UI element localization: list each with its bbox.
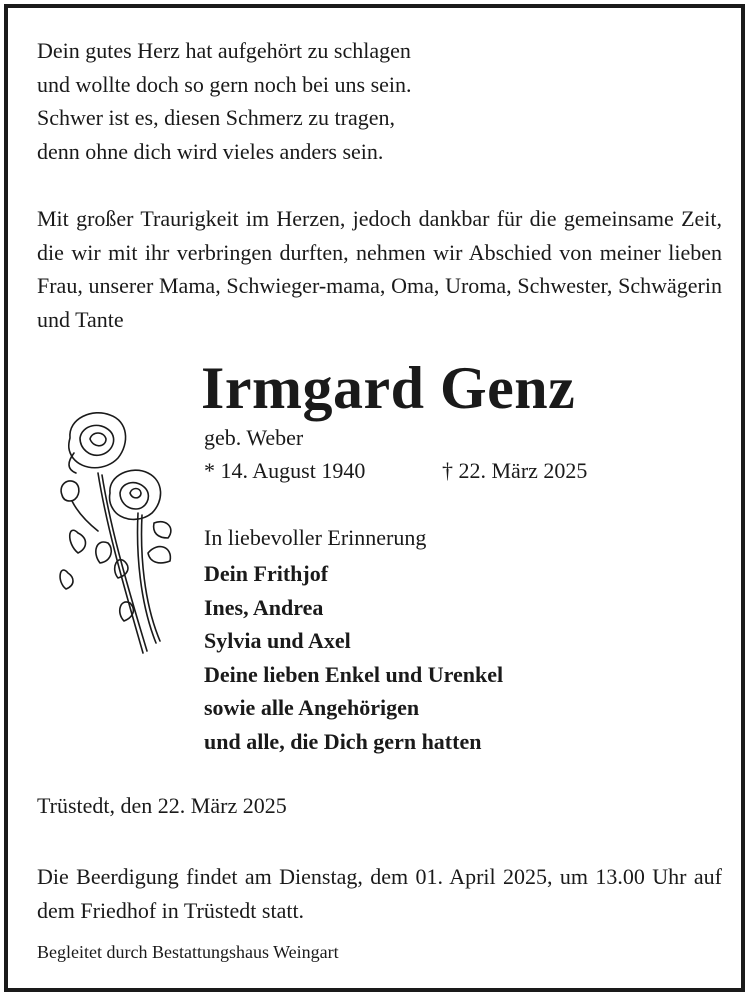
birth-name: geb. Weber: [204, 425, 304, 450]
mourner: Deine lieben Enkel und Urenkel: [204, 661, 504, 687]
rose-icon: [48, 403, 178, 668]
deceased-name: Irmgard Genz: [201, 355, 576, 421]
birth-date: * 14. August 1940: [204, 458, 366, 483]
mourner: Ines, Andrea: [204, 594, 324, 620]
poem-line: Dein gutes Herz hat aufgehört zu schlagen: [37, 38, 411, 63]
mourner: sowie alle Angehörigen: [204, 695, 420, 720]
mourner: Dein Frithjof: [204, 561, 329, 586]
mourner: Sylvia und Axel: [204, 628, 351, 653]
poem-line: denn ohne dich wird vieles anders sein.: [37, 138, 384, 164]
poem: [37, 34, 412, 168]
death-date: † 22. März 2025: [442, 458, 588, 483]
poem-line: Schwer ist es, diesen Schmerz zu tragen,: [37, 105, 395, 130]
memory-line: In liebevoller Erinnerung: [204, 525, 427, 550]
poem-line: und wollte doch so gern noch bei uns sein.: [37, 71, 412, 97]
place-date: Trüstedt, den 22. März 2025: [37, 793, 287, 818]
intro-text: Mit großer Traurigkeit im Herzen, jedoch dankbar für die gemeinsame Zeit, die wir mit ihr verbringen durften, nehmen wir Abschied von meiner lieben Frau, unserer Mama, Schwieger-mama, Oma, Uroma, Schwester, Schwägerin und Tante: [37, 206, 722, 332]
mourner: und alle, die Dich gern hatten: [204, 728, 482, 754]
mourners-list: [204, 557, 503, 758]
undertaker-credit: Begleitet durch Bestattungshaus Weingart: [37, 942, 339, 962]
funeral-info: Die Beerdigung findet am Dienstag, dem 01. April 2025, um 13.00 Uhr auf dem Friedhof in Trüstedt statt.: [37, 864, 722, 923]
obituary-card: [4, 4, 745, 992]
